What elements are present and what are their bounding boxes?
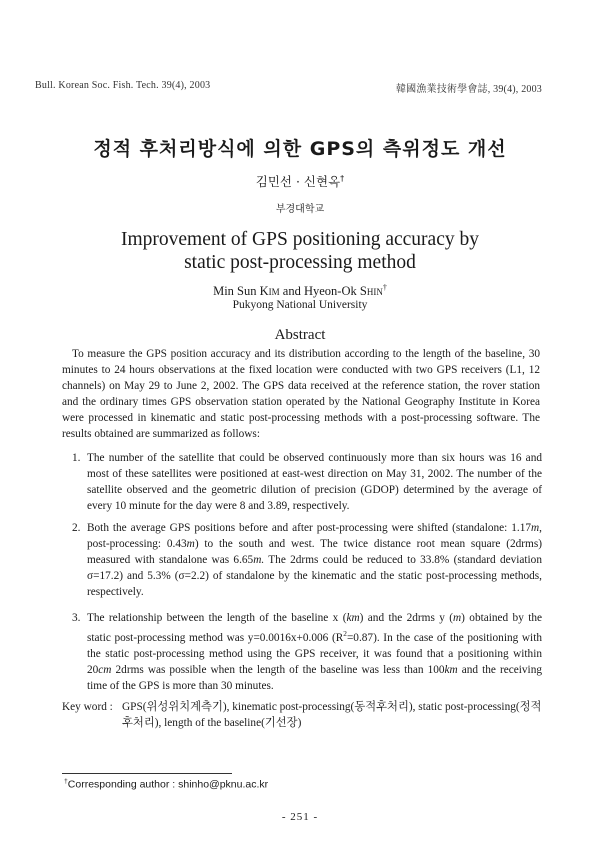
keywords-label: Key word : — [62, 701, 113, 713]
english-title — [0, 228, 600, 274]
item-number: 1. — [72, 452, 81, 464]
result-item-1 — [72, 450, 542, 514]
journal-header-korean: 韓國漁業技術學會誌, 39(4), 2003 — [395, 84, 542, 95]
author2-last-name: Shin — [359, 284, 383, 299]
author1-last-name: Kim — [259, 284, 280, 299]
korean-author-names: 김민선 · 신현옥 — [255, 174, 341, 189]
item-number: 3. — [72, 612, 81, 624]
dagger-mark: † — [64, 778, 68, 785]
korean-affiliation: 부경대학교 — [275, 204, 325, 215]
author2-first-name: and Hyeon-Ok — [279, 284, 360, 299]
abstract-heading: Abstract — [274, 327, 326, 343]
english-authors — [0, 283, 600, 299]
korean-authors — [0, 172, 600, 190]
keywords-text: GPS(위성위치계측기), kinematic post-processing(동적후처리), static post-processing(정적후처리), length of the baseline(기선장) — [122, 701, 542, 729]
item-text: Both the average GPS positions before and after post-processing were shifted (standalone: 1.17m, post-processing: 0.43m) to the south and west. The twice distance root mean square (2drms) measured with standalone was 6.65m. The 2drms could be reduced to 33.8% (standard deviation σ=17.2) and 5.3% (σ=2.2) of standalone by the kinematic and the static post-processing methods, respectively. — [87, 522, 542, 598]
dagger-mark: † — [340, 172, 345, 183]
author1-first-name: Min Sun — [213, 284, 260, 299]
result-item-3 — [72, 610, 542, 694]
footnote-divider — [62, 773, 232, 774]
footnote-text: Corresponding author : shinho@pknu.ac.kr — [67, 778, 269, 791]
english-title-line-1: Improvement of GPS positioning accuracy by — [121, 229, 479, 250]
english-affiliation: Pukyong National University — [232, 299, 368, 311]
keywords — [62, 699, 542, 731]
item-text: The number of the satellite that could be observed continuously more than six hours was 16 and most of these satellites were positioned at east-west direction on May 31, 2002. The number of the satellite observed and the geometric dilution of precision (GDOP) determined by the average of every 10 minute for the day were 8 and 3.89, respectively. — [87, 452, 542, 512]
page-number: - 251 - — [281, 811, 319, 823]
abstract-intro-paragraph: To measure the GPS position accuracy and its distribution according to the length of the baseline, 30 minutes to 24 hours observations at the fixed location were conducted with two GPS receivers (L1, 12 channels) on May 29 to June 2, 2002. The GPS data received at the reference station, the rover station and the ordinary times GPS observation station operated by the National Geography Institute in Korea were processed in kinematic and static post-processing methods with a post-processing software. The results obtained are summarized as follows: — [62, 348, 540, 440]
journal-header-english: Bull. Korean Soc. Fish. Tech. 39(4), 2003 — [35, 80, 211, 91]
korean-title: 정적 후처리방식에 의한 GPS의 측위정도 개선 — [93, 138, 507, 160]
corresponding-author-footnote — [64, 778, 268, 791]
english-title-line-2: static post-processing method — [184, 252, 416, 273]
result-item-2 — [72, 520, 542, 600]
dagger-mark: † — [382, 283, 387, 292]
item-number: 2. — [72, 522, 81, 534]
item-text: The relationship between the length of the baseline x (km) and the 2drms y (m) obtained by the static post-processing method was y=0.0016x+0.006 $(R^2=0.87)$. In the case of the positioning with the static post-processing method using the GPS receiver, it was found that a positioning within 20cm 2drms was possible when the length of the baseline was less than 100km and the receiving time of the GPS is more than 30 minutes. — [87, 612, 543, 692]
